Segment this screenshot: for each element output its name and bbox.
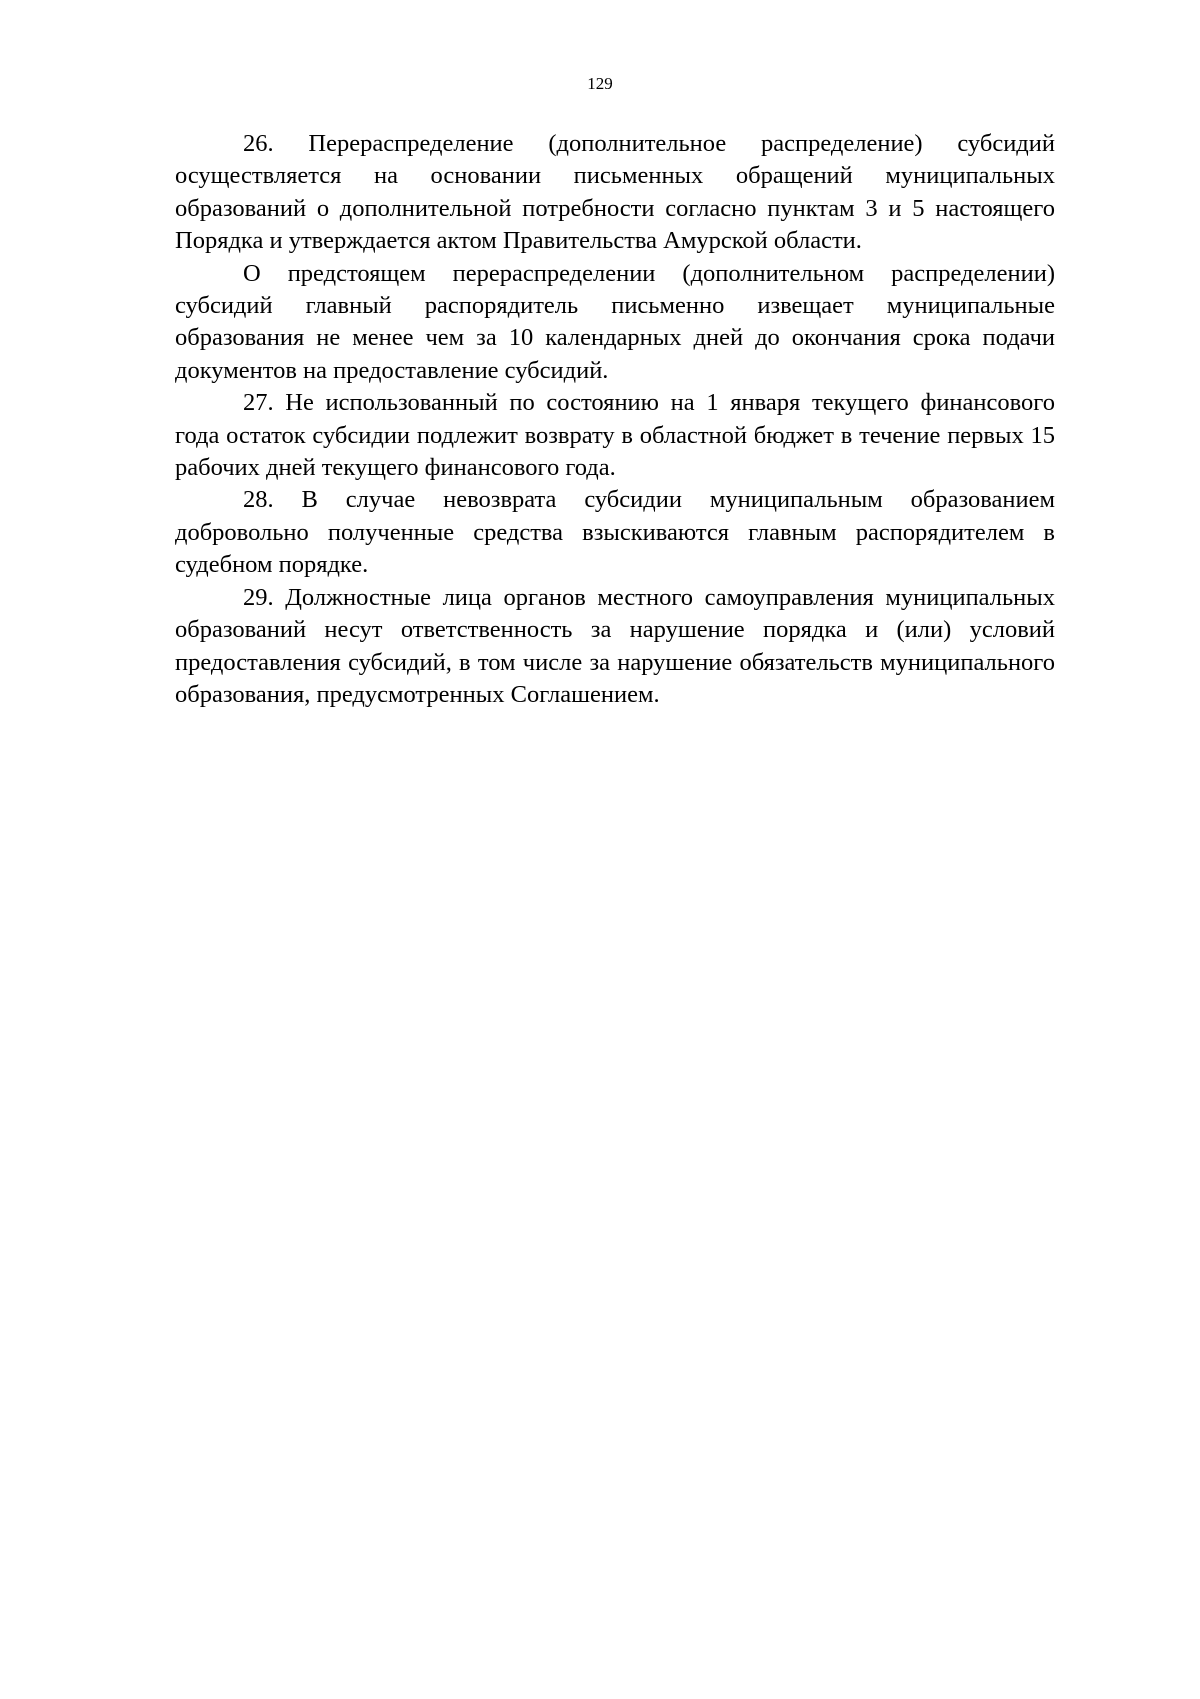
paragraph-26: 26. Перераспределение (дополнительное распределение) субсидий осуществляется на основании письменных обращений муниципальных образований о дополнительной потребности согласно пунктам 3 и 5 настоящего Порядка и утверждается актом Правительства Амурской области. xyxy=(175,130,1055,255)
paragraph-26-notice: О предстоящем перераспределении (дополнительном распределении) субсидий главный распорядитель письменно извещает муниципальные образования не менее чем за 10 календарных дней до окончания срока подачи документов на предоставление субсидий. xyxy=(175,259,1055,384)
paragraph-29: 29. Должностные лица органов местного самоуправления муниципальных образований несут ответственность за нарушение порядка и (или) условий предоставления субсидий, в том числе за нарушение обязательств муниципального образования, предусмотренных Соглашением. xyxy=(175,583,1055,708)
page-number: 129 xyxy=(587,74,613,93)
document-body xyxy=(175,128,1055,711)
paragraph-27: 27. Не использованный по состоянию на 1 января текущего финансового года остаток субсидии подлежит возврату в областной бюджет в течение первых 15 рабочих дней текущего финансового года. xyxy=(175,389,1055,482)
paragraph-28: 28. В случае невозврата субсидии муниципальным образованием добровольно полученные средства взыскиваются главным распорядителем в судебном порядке. xyxy=(175,486,1055,579)
